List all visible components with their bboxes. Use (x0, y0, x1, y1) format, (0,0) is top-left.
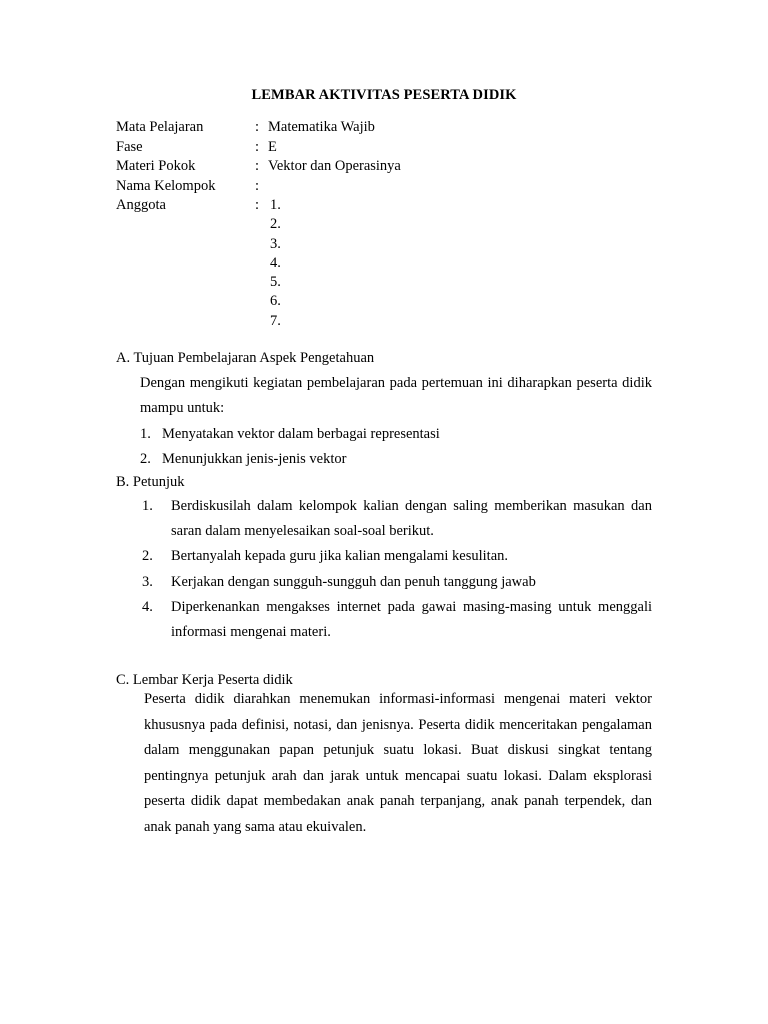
instruction-list (116, 494, 652, 645)
info-label: Mata Pelajaran (116, 119, 204, 135)
worksheet-paragraph: Peserta didik diarahkan menemukan informasi-informasi mengenai materi vektor khususnya pada definisi, notasi, dan jenisnya. Peserta didik menceritakan pengalaman dalam menggunakan papan petunjuk suatu lokasi. Buat diskusi singkat tentang pentingnya petunjuk arah dan jarak untuk mencapai suatu lokasi. Dalam eksplorasi peserta didik dapat membedakan anak panah terpanjang, anak panah terpendek, dan anak panah yang sama atau ekuivalen. (144, 691, 652, 835)
list-number: 3. (142, 573, 153, 590)
list-text: Kerjakan dengan sungguh-sungguh dan penuh tanggung jawab (171, 573, 536, 590)
info-label: Nama Kelompok (116, 177, 216, 194)
info-label: Anggota (116, 197, 166, 213)
info-colon: : (255, 197, 260, 213)
list-number: 2. (142, 548, 153, 565)
list-number: 2. (140, 450, 151, 467)
list-text: Diperkenankan mengakses internet pada gawai masing-masing untuk menggali informasi mengenai materi. (171, 598, 652, 641)
list-item (140, 422, 652, 447)
list-item (142, 544, 652, 569)
member-slot: 4. (270, 254, 281, 271)
section-heading: B. Petunjuk (116, 474, 185, 490)
info-row-subject (116, 118, 401, 138)
info-table (116, 118, 401, 216)
member-slot: 5. (270, 274, 281, 291)
info-colon: : (255, 119, 260, 135)
list-text: Menyatakan vektor dalam berbagai representasi (162, 425, 440, 442)
member-list (270, 196, 281, 331)
member-slot: 2. (270, 216, 281, 233)
info-label: Materi Pokok (116, 158, 196, 174)
section-heading: C. Lembar Kerja Peserta didik (116, 672, 293, 688)
member-slot: 1. (270, 197, 281, 213)
objective-list (140, 422, 652, 473)
section-objectives (116, 348, 652, 472)
info-row-phase (116, 138, 401, 158)
list-item (142, 595, 652, 645)
member-slot: 3. (270, 235, 281, 252)
section-heading: A. Tujuan Pembelajaran Aspek Pengetahuan (116, 350, 375, 366)
list-number: 1. (140, 425, 151, 442)
info-value: Matematika Wajib (268, 119, 375, 135)
info-colon: : (255, 158, 260, 174)
list-item (142, 570, 652, 595)
info-colon: : (255, 138, 260, 155)
list-text: Berdiskusilah dalam kelompok kalian dengan saling memberikan masukan dan saran dalam menyelesaikan soal-soal berikut. (171, 498, 652, 540)
list-number: 4. (142, 598, 153, 615)
list-text: Menunjukkan jenis-jenis vektor (162, 450, 347, 467)
member-slot: 7. (270, 312, 281, 329)
info-label: Fase (116, 138, 143, 155)
section-worksheet (116, 670, 652, 841)
info-row-group-name (116, 177, 401, 197)
info-row-members (116, 196, 401, 216)
list-text: Bertanyalah kepada guru jika kalian mengalami kesulitan. (171, 548, 509, 565)
info-colon: : (255, 177, 260, 194)
info-value: Vektor dan Operasinya (268, 158, 401, 174)
list-number: 1. (142, 498, 153, 514)
section-intro: Dengan mengikuti kegiatan pembelajaran pada pertemuan ini diharapkan peserta didik mampu untuk: (140, 375, 652, 417)
list-item (142, 494, 652, 544)
member-slot: 6. (270, 293, 281, 310)
list-item (140, 447, 652, 472)
info-value: E (268, 138, 277, 155)
page-title: LEMBAR AKTIVITAS PESERTA DIDIK (251, 87, 517, 103)
section-instructions (116, 472, 652, 645)
info-row-topic (116, 157, 401, 177)
